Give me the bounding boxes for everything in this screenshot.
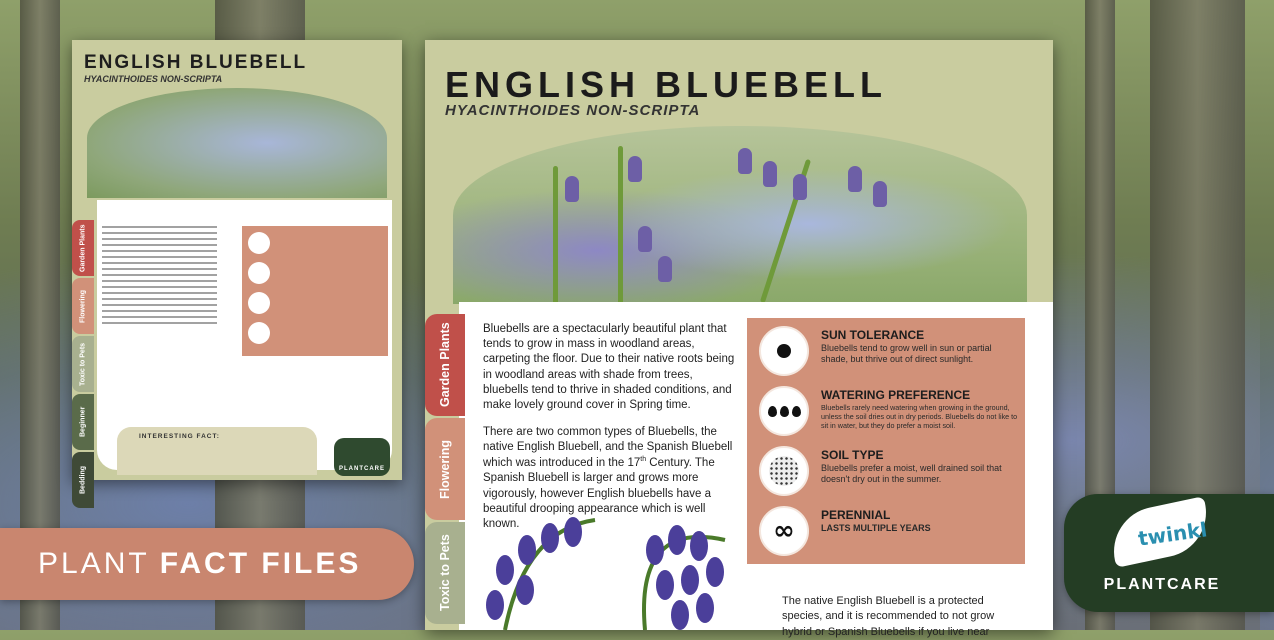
fact-soil-type [757,446,1023,502]
fact-title: PERENNIAL [821,508,891,522]
small-poster-subtitle: HYACINTHOIDES NON-SCRIPTA [84,74,223,84]
infinity-icon: ∞ [759,506,809,556]
bell-flower [873,181,887,207]
interesting-fact-title: INTERESTING FACT: [139,433,220,440]
flower-stem [618,146,623,306]
water-drops-icon [248,262,270,284]
intro-paragraph-2a: There are two common types of Bluebells, the native English Bluebell, and the Spanish Bluebell which was introduced in the 17 [483,426,733,470]
small-poster-preview[interactable] [72,40,402,494]
soil-icon [248,292,270,314]
poster-intro-text [483,322,738,532]
tab-toxic-to-pets: Toxic to Pets [72,336,94,392]
bluebell-photo [453,126,1027,304]
tab-garden-plants: Garden Plants [425,314,465,416]
small-plantcare-logo [334,438,390,476]
soil-icon [759,446,809,496]
fact-title: SUN TOLERANCE [821,328,925,342]
fact-watering-preference [757,386,1023,442]
plantcare-label: PLANTCARE [1103,576,1221,593]
twinkl-wordmark: twinkl [1136,517,1209,551]
tab-garden-plants: Garden Plants [72,220,94,276]
tab-bedding: Bedding [72,452,94,508]
tab-flowering: Flowering [72,278,94,334]
bell-flower [565,176,579,202]
tab-flowering: Flowering [425,418,465,520]
bluebell-illustration [465,510,745,630]
fact-description: LASTS MULTIPLE YEARS [821,523,931,533]
intro-paragraph-2b: Century. The Spanish Bluebell is larger and grows more vigorously, however English bluebells have a beautiful drooping appearance which is well known. [483,457,715,530]
small-poster-title: ENGLISH BLUEBELL [84,52,308,73]
small-poster-text-block [102,226,217,326]
poster-title: ENGLISH BLUEBELL [445,64,888,105]
tab-toxic-to-pets: Toxic to Pets [425,522,465,624]
ribbon-text-fact-files: FACT FILES [159,547,362,580]
superscript-th: th [640,456,647,464]
infinity-icon [248,322,270,344]
bell-flower [628,156,642,182]
bell-flower [638,226,652,252]
fact-description: Bluebells tend to grow well in sun or partial shade, but thrive out of direct sunlight. [821,343,992,365]
flower-stem [553,166,558,306]
fact-title: WATERING PREFERENCE [821,388,971,402]
sun-icon [248,232,270,254]
large-poster-preview[interactable] [425,40,1053,638]
bluebell-photo [87,88,387,198]
fact-description: Bluebells rarely need watering when growing in the ground, unless the soil dries out in dry periods. Bluebells do not like to sit in water, but they do prefer a moist soil. [821,403,1018,430]
plant-facts-panel [747,318,1025,564]
tab-beginner: Beginner [72,394,94,450]
small-poster-facts-panel [242,226,388,356]
poster-category-tabs [425,314,465,626]
small-logo-label: PLANTCARE [339,466,385,472]
bell-flower [848,166,862,192]
bell-flower [738,148,752,174]
ribbon-text-plant: PLANT [38,547,150,580]
fact-description: Bluebells prefer a moist, well drained soil that doesn't dry out in the summer. [821,463,1002,485]
sun-icon [759,326,809,376]
fact-perennial [757,506,1023,562]
water-drops-icon [759,386,809,436]
interesting-fact-box [117,427,317,475]
small-poster-tabs [72,220,94,510]
intro-paragraph-1: Bluebells are a spectacularly beautiful plant that tends to grow in mass in woodland areas, carpeting the floor. Due to their native roots being in woodland areas with shade from trees, bluebells tend to thrive in shaded conditions, and make lovely ground cover in Spring time. [483,323,735,411]
plant-fact-files-ribbon [0,528,414,600]
protected-species-text: The native English Bluebell is a protected species, and it is recommended to not grow hybrid or Spanish Bluebells if you live near [782,595,995,638]
poster-subtitle: HYACINTHOIDES NON-SCRIPTA [445,102,701,119]
bell-flower [763,161,777,187]
fact-title: SOIL TYPE [821,448,884,462]
fact-sun-tolerance [757,326,1023,382]
bell-flower [793,174,807,200]
twinkl-plantcare-logo[interactable] [1064,494,1274,612]
bell-flower [658,256,672,282]
